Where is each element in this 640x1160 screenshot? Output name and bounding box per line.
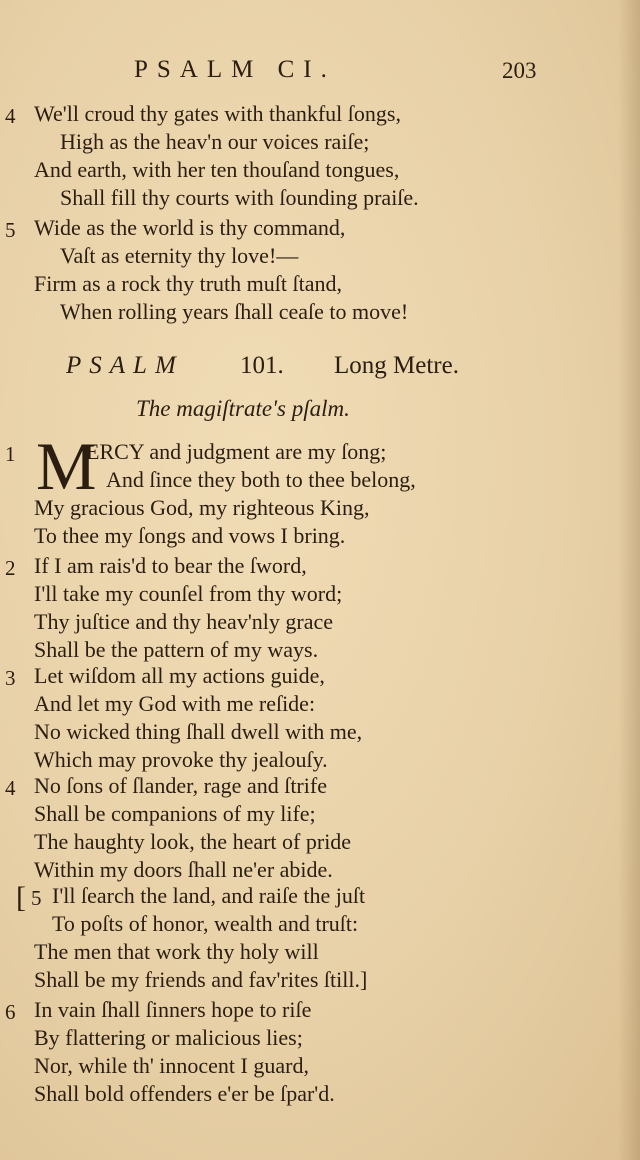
verse-line: High as the heav'n our voices raiſe; [60, 129, 370, 154]
stanza [0, 552, 640, 664]
bracketed-stanza [0, 882, 640, 994]
verse-line: Vaſt as eternity thy love!— [60, 243, 299, 268]
psalm-word: PSALM [66, 352, 184, 379]
psalm-number: 101. [240, 352, 284, 379]
opening-bracket: [ [16, 881, 26, 914]
verse-line: Thy juſtice and thy heav'nly grace [34, 609, 334, 634]
continued-stanza [0, 100, 640, 212]
verse-line: No wicked thing ſhall dwell with me, [34, 719, 363, 744]
verse-line: And let my God with me reſide: [34, 691, 316, 716]
verse-line: And earth, with her ten thouſand tongues, [34, 157, 400, 182]
verse-line: When rolling years ſhall ceaſe to move! [60, 299, 409, 324]
verse-line: Wide as the world is thy command, [34, 215, 346, 240]
stanza-number: 3 [5, 666, 16, 690]
stanza-number: 5 [5, 218, 16, 242]
running-head [0, 56, 640, 90]
page-number: 203 [502, 58, 537, 83]
stanza-number: 1 [5, 442, 16, 466]
verse-line: In vain ſhall ſinners hope to riſe [34, 997, 312, 1022]
stanza [0, 996, 640, 1108]
verse-line: Within my doors ſhall ne'er abide. [34, 857, 333, 882]
continued-stanza [0, 214, 640, 326]
verse-line: My gracious God, my righteous King, [34, 495, 370, 520]
verse-line: If I am rais'd to bear the ſword, [34, 553, 307, 578]
verse-line: Shall be companions of my life; [34, 801, 316, 826]
stanza-number: 5 [31, 886, 42, 910]
running-title: PSALM CI. [134, 56, 336, 83]
stanza-number: 6 [5, 1000, 16, 1024]
verse-line: Shall fill thy courts with ſounding praiſe. [60, 185, 419, 210]
verse-line: I'll take my counſel from thy word; [34, 581, 343, 606]
psalm-metre: Long Metre. [334, 352, 459, 379]
verse-line: The men that work thy holy will [34, 939, 319, 964]
verse-line: By flattering or malicious lies; [34, 1025, 303, 1050]
verse-line: ERCY and judgment are my ſong; [86, 439, 387, 464]
drop-cap: M [36, 428, 97, 504]
verse-line: Shall bold offenders e'er be ſpar'd. [34, 1081, 335, 1106]
stanza [0, 438, 640, 550]
psalm-subtitle: The magiſtrate's pſalm. [136, 396, 350, 421]
verse-line: Shall be my friends and fav'rites ſtill.] [34, 967, 368, 992]
verse-line: Firm as a rock thy truth muſt ſtand, [34, 271, 342, 296]
stanza [0, 662, 640, 774]
psalm-heading [0, 352, 640, 388]
verse-line: And ſince they both to thee belong, [106, 467, 416, 492]
verse-line: Shall be the pattern of my ways. [34, 637, 319, 662]
verse-line: I'll ſearch the land, and raiſe the juſt [52, 883, 366, 908]
stanza-number: 2 [5, 556, 16, 580]
verse-line: The haughty look, the heart of pride [34, 829, 352, 854]
verse-line: We'll croud thy gates with thankful ſongs, [34, 101, 401, 126]
stanza-number: 4 [5, 776, 16, 800]
stanza-number: 4 [5, 104, 16, 128]
verse-line: Nor, while th' innocent I guard, [34, 1053, 309, 1078]
verse-line: To thee my ſongs and vows I bring. [34, 523, 346, 548]
verse-line: Let wiſdom all my actions guide, [34, 663, 325, 688]
verse-line: No ſons of ſlander, rage and ſtrife [34, 773, 327, 798]
verse-line: To poſts of honor, wealth and truſt: [52, 911, 359, 936]
stanza [0, 772, 640, 884]
verse-line: Which may provoke thy jealouſy. [34, 747, 328, 772]
